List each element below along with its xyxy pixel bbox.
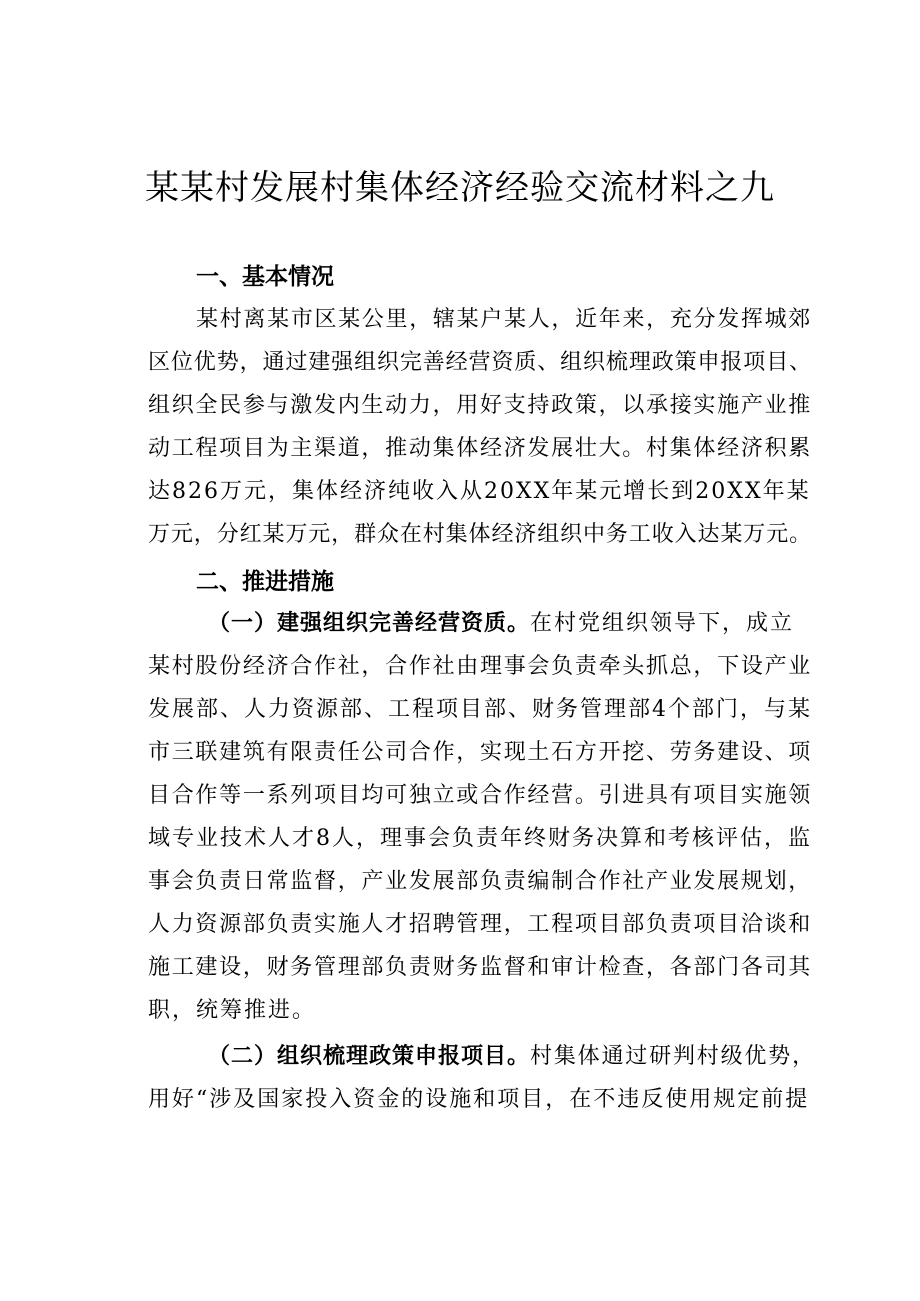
paragraph-text: 村集体通过研判村级优势， [530,1044,816,1069]
paragraph-line: 用好“涉及国家投入资金的设施和项目，在不违反使用规定前提 [148,1087,810,1112]
paragraph-line: 施工建设，财务管理部负责财务监督和审计检查，各部门各司其 [148,955,813,980]
paragraph-line: 某村股份经济合作社，合作社由理事会负责牵头抓总，下设产业 [148,654,813,679]
paragraph-line: 组织全民参与激发内生动力，用好支持政策，以承接实施产业推 [148,393,813,418]
paragraph-line: 某村离某市区某公里，辖某户某人，近年来，充分发挥城郊 [196,307,813,332]
paragraph-line: 发展部、人力资源部、工程项目部、财务管理部4个部门，与某 [148,697,812,722]
paragraph-text: 在村党组织领导下，成立 [530,611,795,636]
paragraph-line: 达826万元，集体经济纯收入从20XX年某元增长到20XX年某 [148,479,811,504]
paragraph-line: 职，统筹推进。 [148,998,317,1023]
subsection-first-line [208,606,794,637]
paragraph-line: 市三联建筑有限责任公司合作，实现土石方开挖、劳务建设、项 [148,740,813,765]
subsection-first-line [208,1039,816,1070]
paragraph-line: 域专业技术人才8人，理事会负责年终财务决算和考核评估，监 [148,826,812,851]
paragraph-line: 人力资源部负责实施人才招聘管理，工程项目部负责项目洽谈和 [148,912,813,937]
subsection-heading-2: （二）组织梳理政策申报项目。 [208,1044,531,1069]
document-title: 某某村发展村集体经济经验交流材料之九 [145,168,775,208]
paragraph-line: 万元，分红某万元，群众在村集体经济组织中务工收入达某万元。 [148,522,813,547]
section-heading-measures: 二、推进措施 [196,569,334,595]
paragraph-line: 区位优势，通过建强组织完善经营资质、组织梳理政策申报项目、 [148,350,813,375]
paragraph-line: 动工程项目为主渠道，推动集体经济发展壮大。村集体经济积累 [148,436,813,461]
section-heading-basic-info: 一、基本情况 [196,264,334,290]
subsection-heading-1: （一）建强组织完善经营资质。 [208,611,531,636]
paragraph-line: 事会负责日常监督，产业发展部负责编制合作社产业发展规划， [148,869,813,894]
paragraph-line: 目合作等一系列项目均可独立或合作经营。引进具有项目实施领 [148,783,813,808]
